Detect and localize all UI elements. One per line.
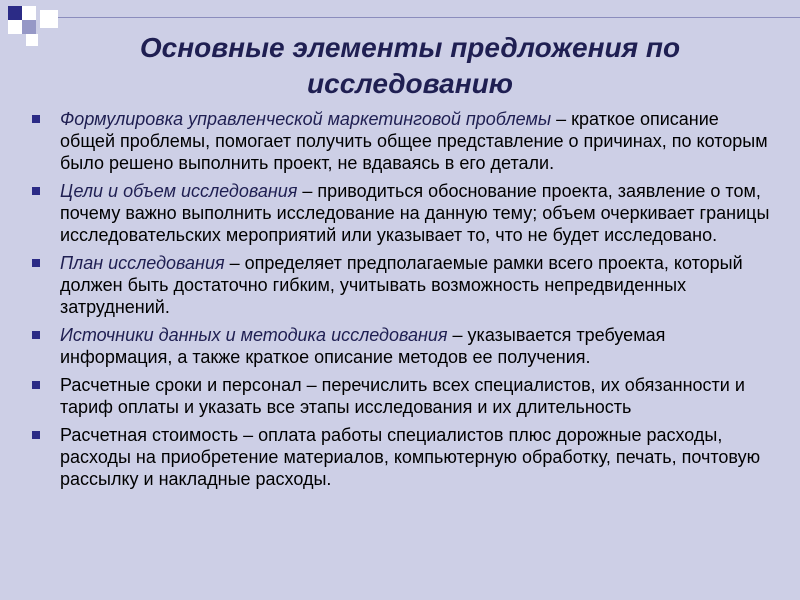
slide-title-line: Основные элементы предложения по [139, 32, 681, 63]
decor-square [22, 6, 36, 20]
list-item [30, 252, 775, 318]
decor-square [26, 34, 38, 46]
item-text: – приводиться обоснование проекта, заявление о том, почему важно выполнить исследование на данную тему; объем очеркивает границы исследовательских мероприятий или указывает то, что не будет исследовано. [60, 181, 770, 245]
list-item [30, 324, 775, 368]
square-bullet-icon [32, 259, 40, 267]
bullet-list [30, 108, 775, 496]
square-bullet-icon [32, 431, 40, 439]
list-item [30, 108, 775, 174]
square-bullet-icon [32, 381, 40, 389]
item-text: – указывается требуемая информация, а также краткое описание методов ее получения. [60, 325, 666, 367]
decor-square [22, 20, 36, 34]
item-text: – краткое описание общей проблемы, помогает получить общее представление о причинах, по которым было решено выполнить проект, не вдаваясь в его детали. [60, 109, 768, 173]
list-item [30, 180, 775, 246]
decor-square [8, 6, 22, 20]
item-term: План исследования [60, 253, 225, 273]
top-divider [58, 17, 800, 18]
decor-square [8, 20, 22, 34]
slide-title [40, 30, 780, 102]
item-term: Формулировка управленческой маркетинговой проблемы [60, 109, 552, 129]
item-term: Цели и объем исследования [60, 181, 298, 201]
square-bullet-icon [32, 187, 40, 195]
item-text: Расчетная стоимость – оплата работы специалистов плюс дорожные расходы, расходы на приобретение материалов, компьютерную обработку, печать, почтовую рассылку и накладные расходы. [60, 425, 761, 489]
square-bullet-icon [32, 331, 40, 339]
square-bullet-icon [32, 115, 40, 123]
list-item [30, 424, 775, 490]
item-text: – определяет предполагаемые рамки всего проекта, который должен быть достаточно гибким, учитывать возможность непредвиденных затруднений. [60, 253, 743, 317]
decor-square [40, 10, 58, 28]
item-text: Расчетные сроки и персонал – перечислить всех специалистов, их обязанности и тариф оплаты и указать все этапы исследования и их длительность [60, 375, 745, 417]
item-term: Источники данных и методика исследования [60, 325, 448, 345]
list-item [30, 374, 775, 418]
slide-title-line: исследованию [307, 68, 513, 99]
